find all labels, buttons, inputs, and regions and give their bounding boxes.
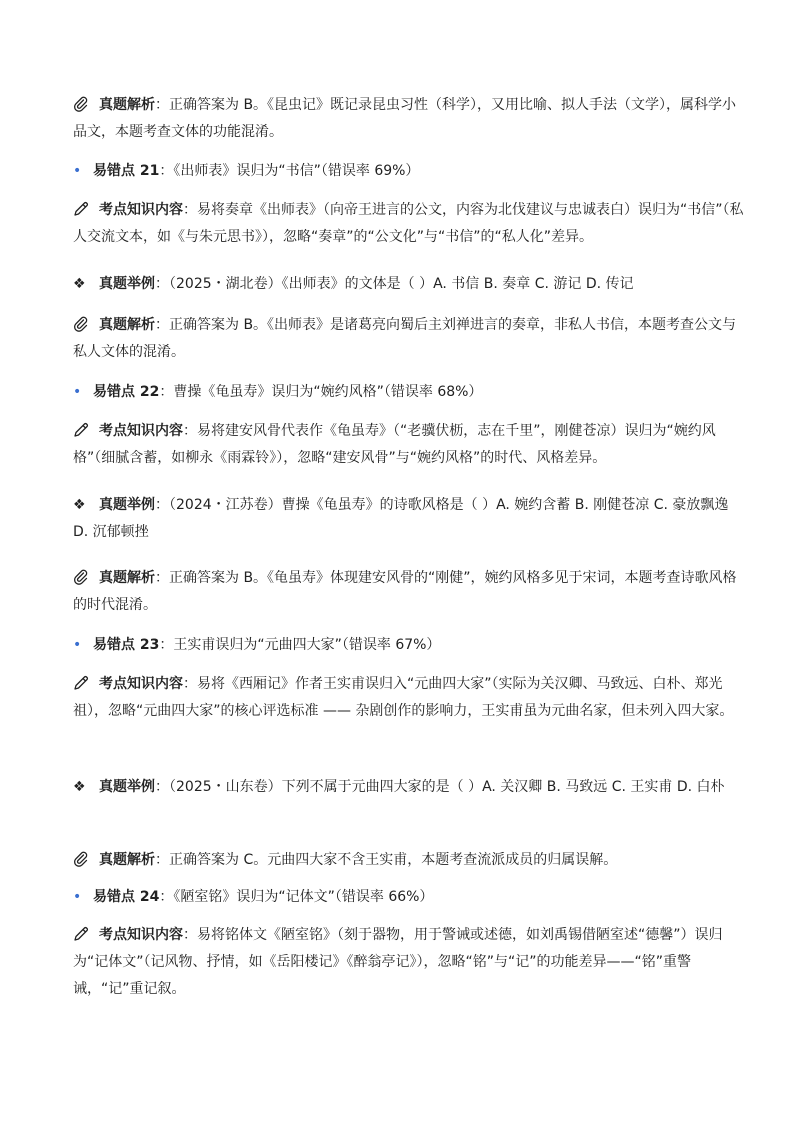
error-point-text: ：王实甫误归为“元曲四大家”（错误率 67%） [159,637,441,653]
bullet-dot-icon: • [73,384,82,400]
analysis-label: 真题解析 [99,317,155,333]
knowledge-label: 考点知识内容 [99,202,183,218]
knowledge-block [73,671,745,725]
analysis-text: ：正确答案为 C。元曲四大家不含王实甫，本题考查流派成员的归属误解。 [155,852,618,868]
diamond-icon: ❖ [73,276,86,292]
example-label: 真题举例 [99,497,155,513]
error-point-block [73,158,745,185]
analysis-text: ：正确答案为 B。《龟虽寿》体现建安风骨的“刚健”，婉约风格多见于宋词，本题考查诗歌风格的时代混淆。 [73,570,737,613]
analysis-label: 真题解析 [99,852,155,868]
error-point-text: ：《陋室铭》误归为“记体文”（错误率 66%） [159,889,434,905]
analysis-block [73,565,745,619]
analysis-block [73,312,745,366]
knowledge-text: ：易将奏章《出师表》（向帝王进言的公文，内容为北伐建议与忠诚表白）误归为“书信”（私人交流文本，如《与朱元思书》），忽略“奏章”的“公文化”与“书信”的“私人化”差异。 [73,202,744,245]
bullet-dot-icon: • [73,637,82,653]
diamond-icon: ❖ [73,497,86,513]
knowledge-block [73,197,745,251]
pencil-icon [73,197,91,224]
knowledge-text: ：易将建安风骨代表作《龟虽寿》（“老骥伏枥，志在千里”，刚健苍凉）误归为“婉约风格”（细腻含蓄，如柳永《雨霖铃》），忽略“建安风骨”与“婉约风格”的时代、风格差异。 [73,423,716,466]
knowledge-label: 考点知识内容 [99,423,183,439]
analysis-text: ：正确答案为 B。《昆虫记》既记录昆虫习性（科学），又用比喻、拟人手法（文学），属科学小品文，本题考查文体的功能混淆。 [73,97,737,140]
error-point-label: 易错点 23 [93,637,160,653]
pencil-icon [73,922,91,949]
knowledge-text: ：易将《西厢记》作者王实甫误归入“元曲四大家”（实际为关汉卿、马致远、白朴、郑光祖），忽略“元曲四大家”的核心评选标准 —— 杂剧创作的影响力，王实甫虽为元曲名家，但未列入四大家。 [73,676,734,719]
paperclip-icon [73,565,91,592]
error-point-label: 易错点 22 [93,384,160,400]
error-point-text: ：曹操《龟虽寿》误归为“婉约风格”（错误率 68%） [159,384,483,400]
knowledge-label: 考点知识内容 [99,927,183,943]
paperclip-icon [73,847,91,874]
knowledge-block [73,418,745,472]
example-block [73,492,745,546]
error-point-block [73,884,745,911]
error-point-label: 易错点 24 [93,889,160,905]
pencil-icon [73,418,91,445]
example-text: ：（2024・江苏卷）曹操《龟虽寿》的诗歌风格是（ ）A. 婉约含蓄 B. 刚健苍凉 C. 豪放飘逸 D. 沉郁顿挫 [73,497,729,540]
example-block [73,271,745,298]
knowledge-label: 考点知识内容 [99,676,183,692]
example-label: 真题举例 [99,779,155,795]
analysis-block [73,92,745,146]
analysis-text: ：正确答案为 B。《出师表》是诸葛亮向蜀后主刘禅进言的奏章，非私人书信，本题考查公文与私人文体的混淆。 [73,317,737,360]
error-point-text: ：《出师表》误归为“书信”（错误率 69%） [159,163,420,179]
analysis-label: 真题解析 [99,97,155,113]
bullet-dot-icon: • [73,889,82,905]
error-point-label: 易错点 21 [93,163,160,179]
example-text: ：（2025・湖北卷）《出师表》的文体是（ ）A. 书信 B. 奏章 C. 游记 D. 传记 [155,276,634,292]
knowledge-text: ：易将铭体文《陋室铭》（刻于器物，用于警诫或述德，如刘禹锡借陋室述“德馨”）误归为“记体文”（记风物、抒情，如《岳阳楼记》《醉翁亭记》），忽略“铭”与“记”的功能差异——“铭”重警诫，“记”重记叙。 [73,927,723,997]
example-label: 真题举例 [99,276,155,292]
error-point-block [73,379,745,406]
example-text: ：（2025・山东卷）下列不属于元曲四大家的是（ ）A. 关汉卿 B. 马致远 C. 王实甫 D. 白朴 [155,779,725,795]
example-block [73,774,745,801]
analysis-label: 真题解析 [99,570,155,586]
bullet-dot-icon: • [73,163,82,179]
pencil-icon [73,671,91,698]
paperclip-icon [73,92,91,119]
knowledge-block [73,922,745,1003]
diamond-icon: ❖ [73,779,86,795]
analysis-block [73,847,745,874]
paperclip-icon [73,312,91,339]
error-point-block [73,632,745,659]
